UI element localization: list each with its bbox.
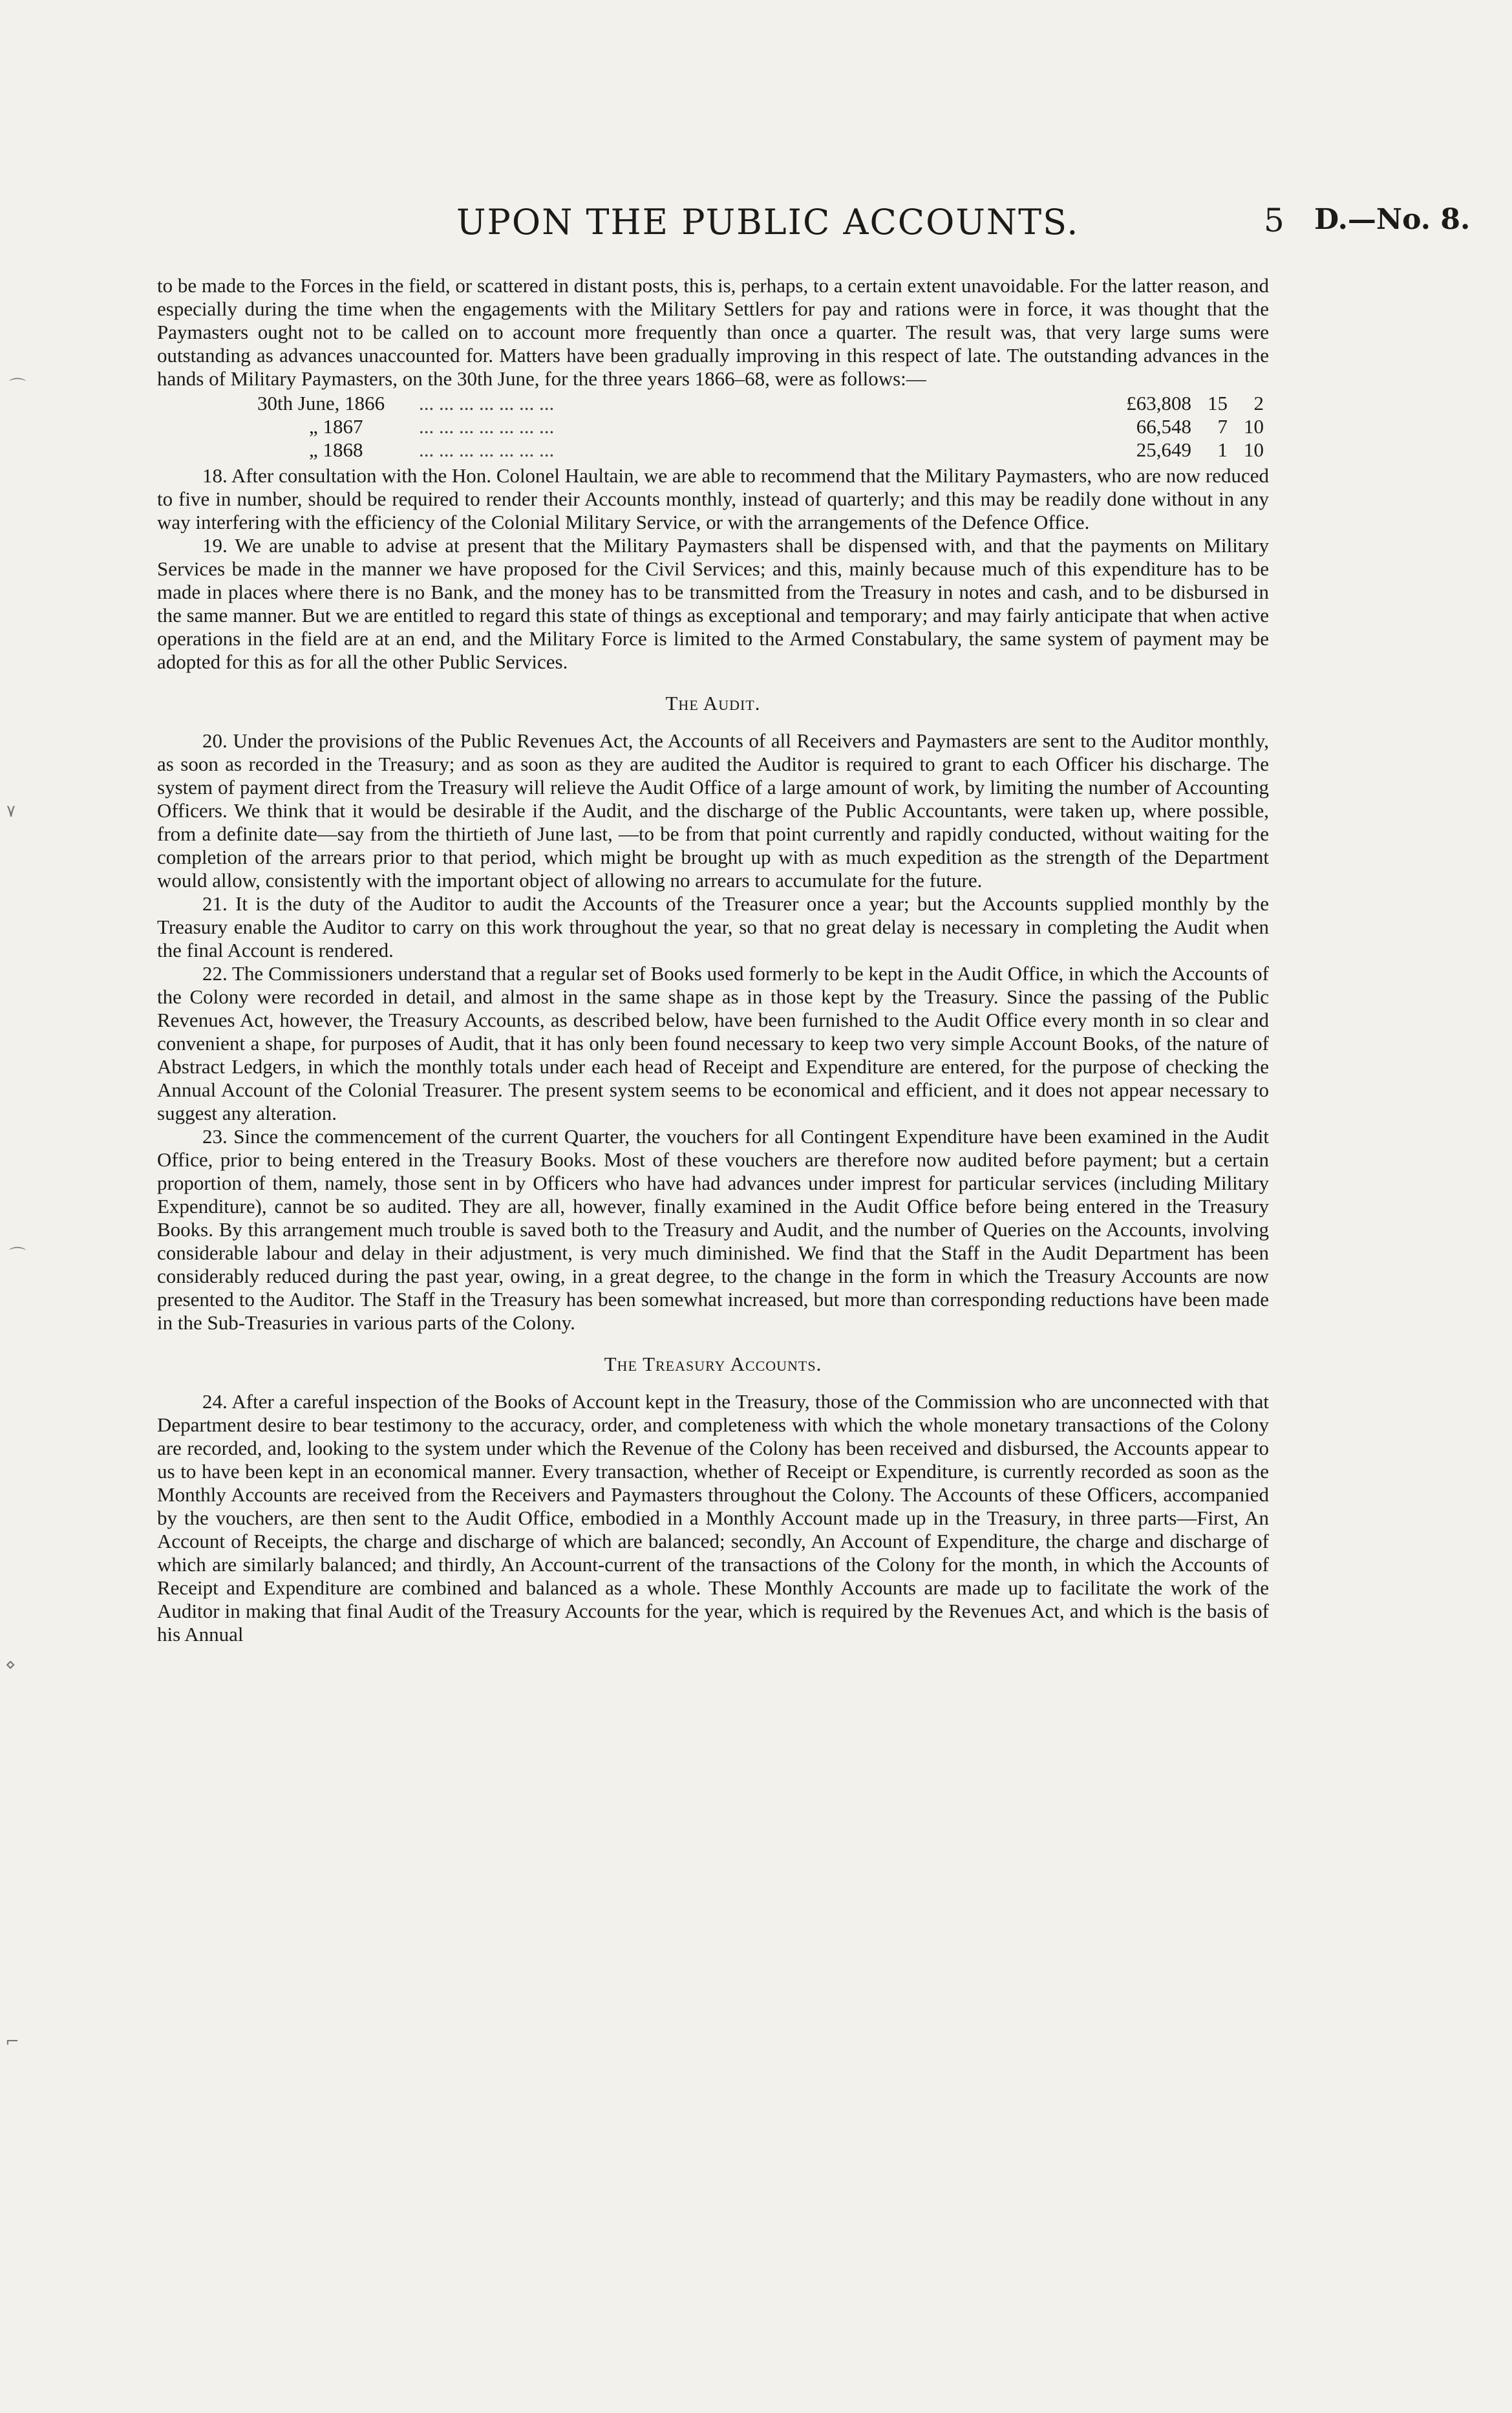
row-date: „ 1868 <box>309 438 363 461</box>
paragraph-20: 20. Under the provisions of the Public Revenues Act, the Accounts of all Receivers and Paymasters are sent to the Auditor monthly, as soon as recorded in the Treasury; and as soon as they are audited the Auditor is required to grant to each Officer his discharge. The system of payment direct from the Treasury will relieve the Audit Office of a large amount of work, by limiting the number of Accounting Officers. We think that it would be desirable if the Audit, and the discharge of the Public Accountants, were taken up, where possible, from a definite date—say from the thirtieth of June last, —to be from that point currently and rapidly conducted, without waiting for the completion of the arrears prior to that period, which might be brought up with as much expedition as the strength of the Department would allow, consistently with the important object of allowing no arrears to accumulate for the future. <box>157 729 1269 892</box>
row-pounds: £63,808 <box>1126 392 1191 414</box>
margin-mark: ⌐ <box>5 2032 19 2052</box>
row-shillings: 1 <box>1217 438 1228 461</box>
row-pounds: 66,548 <box>1136 415 1191 438</box>
section-heading-treasury-accounts: The Treasury Accounts. <box>604 1353 822 1375</box>
row-pence: 2 <box>1253 392 1264 414</box>
margin-mark: ⌒ <box>9 1247 27 1266</box>
section-heading-audit: The Audit. <box>665 692 761 714</box>
paragraph-24: 24. After a careful inspection of the Books of Account kept in the Treasury, those of the Commission who are unconnected with that Department desire to bear testimony to the accuracy, order, and completeness with which the whole monetary transactions of the Colony are recorded, and, looking to the system under which the Revenue of the Colony has been received and disbursed, the Accounts appear to us to have been kept in an economical manner. Every transaction, whether of Receipt or Expenditure, is currently recorded as soon as the Monthly Accounts are received from the Receivers and Paymasters throughout the Colony. The Accounts of these Officers, accompanied by the vouchers, are then sent to the Audit Office, embodied in a Monthly Account made up in the Treasury, in three parts—First, An Account of Receipts, the charge and discharge of which are balanced; secondly, An Account of Expenditure, the charge and discharge of which are similarly balanced; and thirdly, An Account-current of the transactions of the Colony for the month, in which the Accounts of Receipt and Expenditure are combined and balanced as a whole. These Monthly Accounts are made up to facilitate the work of the Auditor in making that final Audit of the Treasury Accounts for the year, which is required by the Revenues Act, and which is the basis of his Annual <box>157 1390 1269 1646</box>
row-pence: 10 <box>1244 438 1264 461</box>
paragraph-23: 23. Since the commencement of the current Quarter, the vouchers for all Contingent Expenditure have been examined in the Audit Office, prior to being entered in the Treasury Books. Most of these vouchers are therefore now audited before payment; but a certain proportion of them, namely, those sent in by Officers who have had advances under imprest for particular services (including Military Expenditure), cannot be so audited. They are all, however, finally examined in the Audit Office before being entered in the Treasury Books. By this arrangement much trouble is saved both to the Treasury and Audit, and the number of Queries on the Accounts, involving considerable labour and delay in their adjustment, is very much diminished. We find that the Staff in the Audit Department has been considerably reduced during the past year, owing, in a great degree, to the change in the form in which the Treasury Accounts are now presented to the Auditor. The Staff in the Treasury has been somewhat increased, but more than corresponding reductions have been made in the Sub-Treasuries in various parts of the Colony. <box>157 1125 1269 1334</box>
row-pence: 10 <box>1244 415 1264 438</box>
row-shillings: 7 <box>1217 415 1228 438</box>
row-date: „ 1867 <box>309 415 363 438</box>
table-row <box>257 415 1264 438</box>
paragraph-22: 22. The Commissioners understand that a regular set of Books used formerly to be kept in the Audit Office, in which the Accounts of the Colony were recorded in detail, and almost in the same shape as in those kept by the Treasury. Since the passing of the Public Revenues Act, however, the Treasury Accounts, as described below, have been furnished to the Audit Office every month in so clear and convenient a shape, for purposes of Audit, that it has only been found necessary to keep two very simple Account Books, of the nature of Abstract Ledgers, in which the monthly totals under each head of Receipt and Expenditure are entered, for the purpose of checking the Annual Account of the Colonial Treasurer. The present system seems to be economical and efficient, and it does not appear necessary to suggest any alteration. <box>157 962 1269 1124</box>
margin-mark: ⋄ <box>5 1655 16 1675</box>
table-row <box>257 438 1264 462</box>
body-text <box>157 274 1269 1646</box>
paragraph-18: 18. After consultation with the Hon. Colonel Haultain, we are able to recommend that the Military Paymasters, who are now reduced to five in number, should be required to render their Accounts monthly, instead of quarterly; and this may be readily done without in any way interfering with the efficiency of the Colonial Military Service, or with the arrangements of the Defence Office. <box>157 464 1269 533</box>
row-pounds: 25,649 <box>1136 438 1191 461</box>
leader-dots: ... ... ... ... ... ... ... <box>419 415 555 438</box>
paragraph-19: 19. We are unable to advise at present that the Military Paymasters shall be dispensed with, and that the payments on Military Services be made in the manner we have proposed for the Civil Services; and this, mainly because much of this expenditure has to be made in places where there is no Bank, and the money has to be transmitted from the Treasury in notes and cash, and to be disbursed in the same manner. But we are entitled to regard this state of things as exceptional and temporary; and may fairly anticipate that when active operations in the field are at an end, and the Military Force is limited to the Armed Constabulary, the same system of payment may be adopted for this as for all the other Public Services. <box>157 534 1269 673</box>
advances-table <box>257 392 1264 462</box>
paragraph-21: 21. It is the duty of the Auditor to audit the Accounts of the Treasurer once a year; but the Accounts supplied monthly by the Treasury enable the Auditor to carry on this work throughout the year, so that no great delay is necessary in completing the Audit when the final Account is rendered. <box>157 892 1269 961</box>
page-number: 5 <box>1264 202 1284 239</box>
margin-mark: ٧ <box>6 802 16 821</box>
row-date: 30th June, 1866 <box>257 392 385 414</box>
leader-dots: ... ... ... ... ... ... ... <box>419 392 555 414</box>
leader-dots: ... ... ... ... ... ... ... <box>419 438 555 461</box>
document-reference: D.—No. 8. <box>1314 203 1471 236</box>
margin-mark: ⌒ <box>9 378 27 397</box>
row-shillings: 15 <box>1208 392 1228 414</box>
table-row <box>257 392 1264 415</box>
page-header <box>0 202 1512 247</box>
paragraph-continuation: to be made to the Forces in the field, or scattered in distant posts, this is, perhaps, to a certain extent unavoidable. For the latter reason, and especially during the time when the engagements with the Military Settlers for pay and rations were in force, it was thought that the Paymasters ought not to be called on to account more frequently than once a quarter. The result was, that very large sums were outstanding as advances unaccounted for. Matters have been gradually improving in this respect of late. The outstanding advances in the hands of Military Paymasters, on the 30th June, for the three years 1866–68, were as follows:— <box>157 274 1270 390</box>
running-title: UPON THE PUBLIC ACCOUNTS. <box>456 202 1080 242</box>
